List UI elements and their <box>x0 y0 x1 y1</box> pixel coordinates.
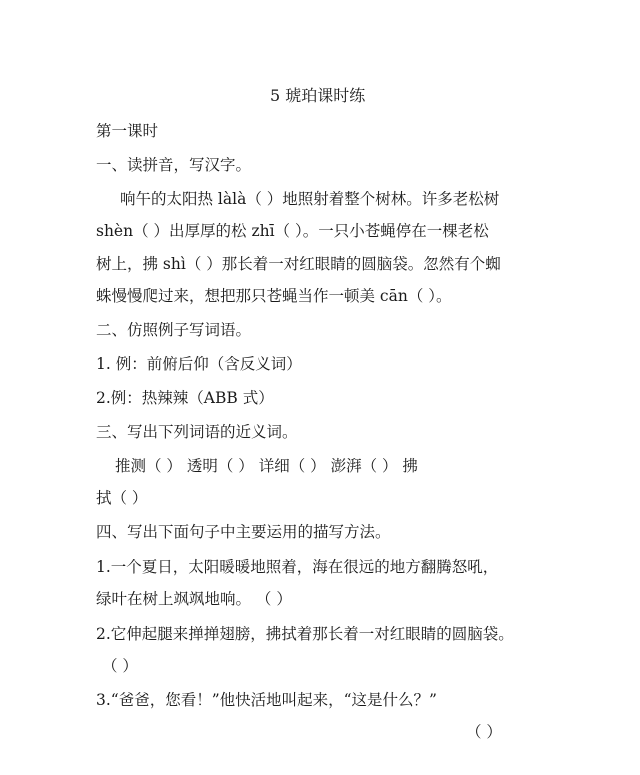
section-4-question-2-answer: （ ） <box>102 657 138 675</box>
section-4-question-1-line-1: 1.一个夏日，太阳暖暖地照着，海在很远的地方翻腾怒吼， <box>96 558 499 576</box>
section-1-line-4: 蛛慢慢爬过来，想把那只苍蝇当作一顿美 cān（ ）。 <box>96 287 452 305</box>
section-4-question-3-line-1: 3.“爸爸，您看！”他快活地叫起来，“这是什么？” <box>96 691 437 709</box>
section-4-question-3-answer: （ ） <box>466 723 502 741</box>
section-2-question-2: 2.例：热辣辣（ABB 式） <box>96 389 274 407</box>
section-3-words: 推测（ ） 透明（ ） 详细（ ） 澎湃（ ） 拂 <box>115 457 418 475</box>
section-1-line-3: 树上，拂 shì（ ）那长着一对红眼睛的圆脑袋。忽然有个蜘 <box>96 255 501 273</box>
section-3-words-continued: 拭（ ） <box>96 489 148 507</box>
section-4-heading: 四、写出下面句子中主要运用的描写方法。 <box>96 523 391 541</box>
section-4-question-2-line-1: 2.它伸起腿来掸掸翅膀，拂拭着那长着一对红眼睛的圆脑袋。 <box>96 625 514 643</box>
section-2-heading: 二、仿照例子写词语。 <box>96 321 252 339</box>
lesson-label: 第一课时 <box>96 122 159 140</box>
section-1-line-1: 响午的太阳热 làlà（ ）地照射着整个树林。许多老松树 <box>120 190 500 208</box>
section-1-heading: 一、读拼音，写汉字。 <box>96 156 252 174</box>
page-title: 5 琥珀课时练 <box>270 86 366 105</box>
section-1-line-2: shèn（ ）出厚厚的松 zhī（ ）。一只小苍蝇停在一棵老松 <box>96 222 489 240</box>
section-4-question-1-line-2: 绿叶在树上飒飒地响。 （ ） <box>96 590 292 608</box>
section-3-heading: 三、写出下列词语的近义词。 <box>96 423 298 441</box>
section-2-question-1: 1. 例：前俯后仰（含反义词） <box>96 355 302 373</box>
